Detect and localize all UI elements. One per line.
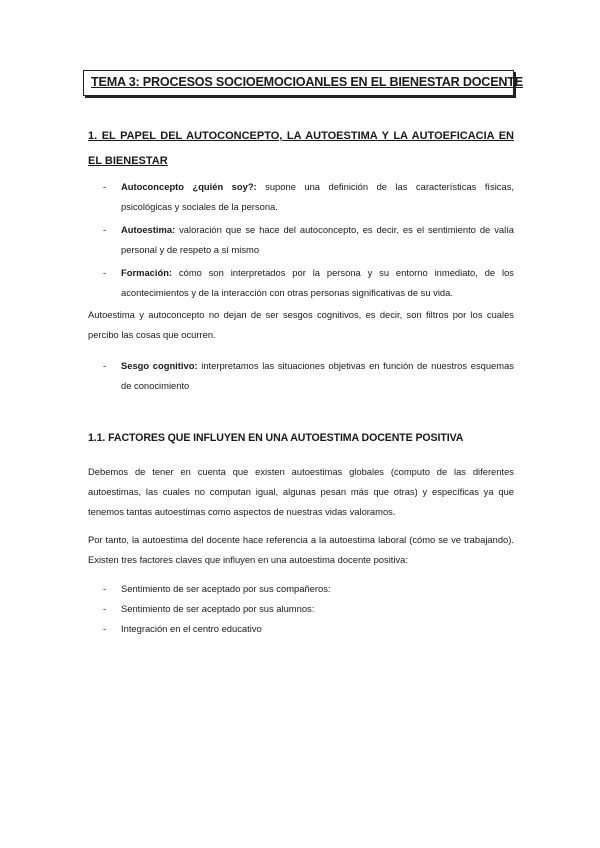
list-item — [88, 220, 514, 260]
title-box — [83, 70, 523, 96]
section-1-bias-list — [88, 356, 514, 396]
list-item — [88, 579, 514, 599]
factor-text: Integración en el centro educativo — [121, 623, 262, 634]
bullet-dash: - — [103, 224, 107, 235]
section-1-1-heading: 1.1. FACTORES QUE INFLUYEN EN UNA AUTOESTIMA DOCENTE POSITIVA — [88, 432, 464, 444]
section-1-heading: 1. EL PAPEL DEL AUTOCONCEPTO, LA AUTOESTIMA Y LA AUTOEFICACIA EN EL BIENESTAR — [88, 130, 514, 167]
bullet-dash: - — [103, 603, 107, 614]
section-1-1-paragraph-1: Debemos de tener en cuenta que existen autoestimas globales (computo de las diferentes autoestimas, las cuales no computan igual, algunas pesan más que otras) y específicas ya que tenemos tantas autoestimas como aspectos de nuestras vidas valoramos. — [88, 466, 514, 517]
term: Autoconcepto ¿quién soy?: — [121, 181, 257, 192]
definition: cómo son interpretados por la persona y su entorno inmediato, de los acontecimientos y de la interacción con otras personas significativas de su vida. — [121, 267, 514, 298]
bullet-dash: - — [103, 267, 107, 278]
list-item — [88, 177, 514, 217]
factor-text: Sentimiento de ser aceptado por sus compañeros: — [121, 583, 331, 594]
term: Sesgo cognitivo: — [121, 360, 198, 371]
factor-text: Sentimiento de ser aceptado por sus alumnos: — [121, 603, 315, 614]
factors-list — [88, 579, 514, 639]
term: Autoestima: — [121, 224, 176, 235]
section-1-1-paragraph-2: Por tanto, la autoestima del docente hace referencia a la autoestima laboral (cómo se ve trabajando). Existen tres factores claves que influyen en una autoestima docente positiva: — [88, 534, 514, 565]
bullet-dash: - — [103, 583, 107, 594]
term: Formación: — [121, 267, 173, 278]
list-item — [88, 356, 514, 396]
section-1-definitions-list — [88, 177, 514, 303]
bullet-dash: - — [103, 181, 107, 192]
definition: supone una definición de las características físicas, psicológicas y sociales de la persona. — [121, 181, 514, 212]
document-title: TEMA 3: PROCESOS SOCIOEMOCIOANLES EN EL BIENESTAR DOCENTE — [91, 75, 523, 89]
definition: valoración que se hace del autoconcepto, es decir, es el sentimiento de valía personal y de respeto a sí mismo — [121, 224, 514, 255]
section-1-paragraph: Autoestima y autoconcepto no dejan de ser sesgos cognitivos, es decir, son filtros por los cuales percibo las cosas que ocurren. — [88, 309, 514, 340]
bullet-dash: - — [103, 360, 107, 371]
definition: interpretamos las situaciones objetivas en función de nuestros esquemas de conocimiento — [121, 360, 514, 391]
list-item — [88, 263, 514, 303]
list-item — [88, 619, 514, 639]
list-item — [88, 599, 514, 619]
bullet-dash: - — [103, 623, 107, 634]
